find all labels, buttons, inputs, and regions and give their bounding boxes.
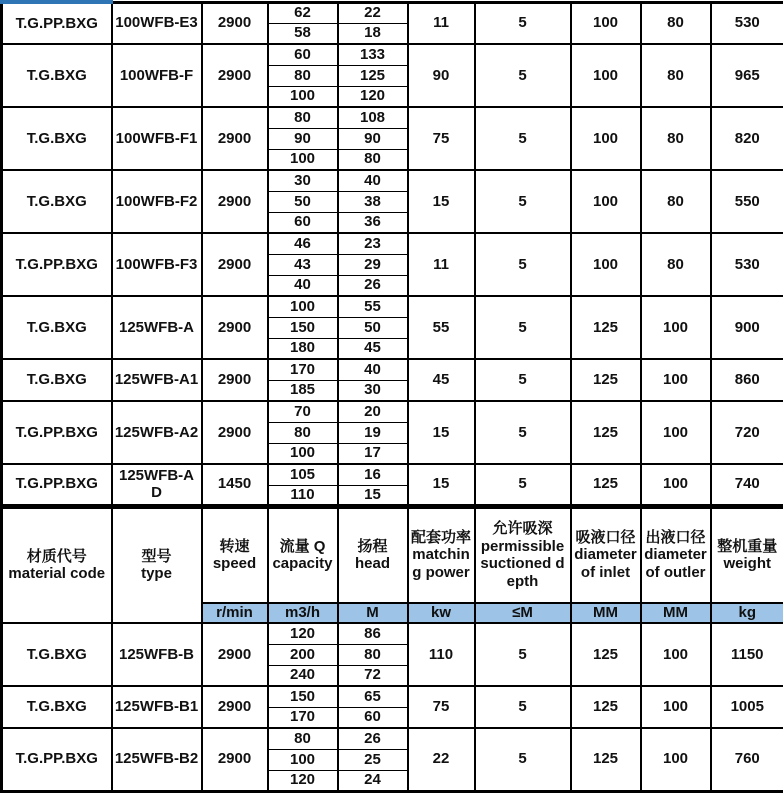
header-label-cn: 出液口径 [645, 528, 706, 546]
cell-capacity: 180 [268, 338, 338, 359]
header-label-en: diameter of outler [644, 546, 707, 582]
cell-outlet-diameter: 100 [641, 401, 711, 464]
cell-type: 125WFB-A2 [112, 401, 202, 464]
cell-capacity: 43 [268, 254, 338, 275]
cell-capacity: 40 [268, 275, 338, 296]
header-label-en: matching power [412, 546, 470, 582]
cell-suction-depth: 5 [475, 623, 571, 686]
cell-material-code: T.G.PP.BXG [2, 728, 112, 791]
cell-suction-depth: 5 [475, 107, 571, 170]
cell-weight: 720 [711, 401, 783, 464]
cell-inlet-diameter: 100 [571, 107, 641, 170]
cell-speed: 2900 [202, 728, 268, 791]
cell-type: 100WFB-E3 [112, 2, 202, 44]
cell-head: 25 [338, 749, 408, 770]
cell-speed: 2900 [202, 170, 268, 233]
cell-head: 36 [338, 212, 408, 233]
table-row [2, 728, 783, 749]
cell-suction-depth: 5 [475, 401, 571, 464]
header-label-cn: 材质代号 [26, 547, 87, 565]
cell-capacity: 30 [268, 170, 338, 191]
cell-speed: 2900 [202, 2, 268, 44]
cell-matching-power: 75 [408, 107, 475, 170]
cell-matching-power: 11 [408, 2, 475, 44]
header-label-en: head [354, 555, 390, 573]
header-capacity [268, 506, 338, 603]
cell-suction-depth: 5 [475, 233, 571, 296]
header-matching-power [408, 506, 475, 603]
cell-capacity: 70 [268, 401, 338, 422]
cell-inlet-diameter: 125 [571, 623, 641, 686]
unit-diameter-of-inlet: MM [571, 603, 641, 623]
cell-head: 60 [338, 707, 408, 728]
header-material-code [2, 506, 112, 623]
cell-weight: 530 [711, 233, 783, 296]
cell-speed: 2900 [202, 686, 268, 728]
cell-head: 17 [338, 443, 408, 464]
cell-inlet-diameter: 125 [571, 401, 641, 464]
cell-head: 26 [338, 275, 408, 296]
cell-material-code: T.G.BXG [2, 296, 112, 359]
cell-material-code: T.G.BXG [2, 623, 112, 686]
cell-head: 55 [338, 296, 408, 317]
header-row [2, 506, 783, 603]
unit-diameter-of-outler: MM [641, 603, 711, 623]
unit-weight: kg [711, 603, 783, 623]
cell-head: 16 [338, 464, 408, 485]
cell-speed: 1450 [202, 464, 268, 506]
cell-type: 125WFB-AD [112, 464, 202, 506]
cell-weight: 740 [711, 464, 783, 506]
cell-capacity: 170 [268, 359, 338, 380]
cell-suction-depth: 5 [475, 296, 571, 359]
cell-matching-power: 75 [408, 686, 475, 728]
header-speed [202, 506, 268, 603]
cell-inlet-diameter: 125 [571, 728, 641, 791]
cell-material-code: T.G.BXG [2, 170, 112, 233]
cell-weight: 760 [711, 728, 783, 791]
cell-weight: 820 [711, 107, 783, 170]
cell-material-code: T.G.PP.BXG [2, 464, 112, 506]
header-weight [711, 506, 783, 603]
cell-capacity: 100 [268, 443, 338, 464]
cell-suction-depth: 5 [475, 728, 571, 791]
unit-head: M [338, 603, 408, 623]
cell-capacity: 240 [268, 665, 338, 686]
cell-matching-power: 90 [408, 44, 475, 107]
cell-head: 38 [338, 191, 408, 212]
cell-capacity: 120 [268, 770, 338, 791]
cell-type: 100WFB-F1 [112, 107, 202, 170]
cell-capacity: 62 [268, 2, 338, 23]
cell-head: 18 [338, 23, 408, 44]
cell-outlet-diameter: 100 [641, 623, 711, 686]
cell-capacity: 46 [268, 233, 338, 254]
header-type [112, 506, 202, 623]
cell-capacity: 170 [268, 707, 338, 728]
header-label-cn: 扬程 [357, 537, 388, 555]
header-permissible-suctioned-depth [475, 506, 571, 603]
cell-speed: 2900 [202, 44, 268, 107]
cell-capacity: 100 [268, 149, 338, 170]
cell-matching-power: 11 [408, 233, 475, 296]
cell-matching-power: 110 [408, 623, 475, 686]
header-label-cn: 允许吸深 [492, 519, 553, 537]
table-row [2, 401, 783, 422]
header-label-en: capacity [272, 555, 333, 573]
header-label-cn: 整机重量 [717, 537, 778, 555]
cell-head: 133 [338, 44, 408, 65]
cell-weight: 900 [711, 296, 783, 359]
cell-suction-depth: 5 [475, 170, 571, 233]
cell-weight: 550 [711, 170, 783, 233]
header-label-en: speed [212, 555, 257, 573]
unit-permissible-suctioned-depth: ≤M [475, 603, 571, 623]
cell-type: 125WFB-A [112, 296, 202, 359]
header-label-en: weight [723, 555, 771, 573]
cell-type: 125WFB-B [112, 623, 202, 686]
cell-capacity: 50 [268, 191, 338, 212]
cell-outlet-diameter: 80 [641, 44, 711, 107]
cell-head: 23 [338, 233, 408, 254]
cell-matching-power: 15 [408, 464, 475, 506]
cell-matching-power: 45 [408, 359, 475, 401]
cell-type: 125WFB-B1 [112, 686, 202, 728]
header-label-cn: 吸液口径 [575, 528, 636, 546]
cell-material-code: T.G.PP.BXG [2, 2, 112, 44]
cell-suction-depth: 5 [475, 2, 571, 44]
cell-type: 100WFB-F [112, 44, 202, 107]
cell-head: 50 [338, 317, 408, 338]
table-body [2, 2, 783, 791]
cell-type: 125WFB-B2 [112, 728, 202, 791]
cell-type: 125WFB-A1 [112, 359, 202, 401]
cell-matching-power: 15 [408, 401, 475, 464]
cell-capacity: 90 [268, 128, 338, 149]
header-label-cn: 配套功率 [410, 528, 471, 546]
cell-weight: 530 [711, 2, 783, 44]
cell-capacity: 80 [268, 65, 338, 86]
cell-type: 100WFB-F2 [112, 170, 202, 233]
cell-head: 65 [338, 686, 408, 707]
cell-capacity: 185 [268, 380, 338, 401]
cell-head: 45 [338, 338, 408, 359]
cell-weight: 860 [711, 359, 783, 401]
cell-head: 125 [338, 65, 408, 86]
cell-type: 100WFB-F3 [112, 233, 202, 296]
cell-head: 120 [338, 86, 408, 107]
cell-head: 20 [338, 401, 408, 422]
cell-capacity: 150 [268, 317, 338, 338]
cell-capacity: 58 [268, 23, 338, 44]
header-label-en: material code [8, 565, 106, 583]
cell-capacity: 105 [268, 464, 338, 485]
header-label-cn: 转速 [219, 537, 250, 555]
table-row [2, 44, 783, 65]
cell-capacity: 200 [268, 644, 338, 665]
cell-material-code: T.G.PP.BXG [2, 233, 112, 296]
cell-speed: 2900 [202, 233, 268, 296]
cell-outlet-diameter: 80 [641, 107, 711, 170]
cell-speed: 2900 [202, 107, 268, 170]
cell-capacity: 100 [268, 86, 338, 107]
cell-material-code: T.G.BXG [2, 686, 112, 728]
table-row [2, 233, 783, 254]
cell-outlet-diameter: 100 [641, 464, 711, 506]
cell-outlet-diameter: 100 [641, 686, 711, 728]
cell-material-code: T.G.BXG [2, 44, 112, 107]
cell-material-code: T.G.BXG [2, 359, 112, 401]
cell-head: 72 [338, 665, 408, 686]
header-diameter-of-inlet [571, 506, 641, 603]
header-label-en: permissible suctioned depth [480, 537, 565, 590]
table-row [2, 686, 783, 707]
cell-inlet-diameter: 100 [571, 2, 641, 44]
cell-head: 86 [338, 623, 408, 644]
cell-head: 40 [338, 170, 408, 191]
cell-capacity: 100 [268, 749, 338, 770]
cell-material-code: T.G.PP.BXG [2, 401, 112, 464]
table-row [2, 359, 783, 380]
cell-head: 22 [338, 2, 408, 23]
cell-head: 80 [338, 644, 408, 665]
cell-weight: 1005 [711, 686, 783, 728]
cell-capacity: 120 [268, 623, 338, 644]
cell-capacity: 150 [268, 686, 338, 707]
cell-head: 80 [338, 149, 408, 170]
cell-weight: 965 [711, 44, 783, 107]
cell-capacity: 60 [268, 212, 338, 233]
cell-head: 24 [338, 770, 408, 791]
table-row [2, 464, 783, 485]
cell-inlet-diameter: 125 [571, 296, 641, 359]
cell-outlet-diameter: 100 [641, 359, 711, 401]
cell-head: 15 [338, 485, 408, 506]
cell-suction-depth: 5 [475, 44, 571, 107]
cell-inlet-diameter: 125 [571, 359, 641, 401]
cell-outlet-diameter: 80 [641, 170, 711, 233]
cell-material-code: T.G.BXG [2, 107, 112, 170]
cell-inlet-diameter: 100 [571, 170, 641, 233]
cell-inlet-diameter: 125 [571, 686, 641, 728]
table-row [2, 170, 783, 191]
table-row [2, 107, 783, 128]
header-diameter-of-outler [641, 506, 711, 603]
cell-capacity: 80 [268, 107, 338, 128]
cell-head: 26 [338, 728, 408, 749]
cell-outlet-diameter: 100 [641, 296, 711, 359]
cell-suction-depth: 5 [475, 464, 571, 506]
cell-capacity: 100 [268, 296, 338, 317]
cell-speed: 2900 [202, 401, 268, 464]
unit-capacity: m3/h [268, 603, 338, 623]
cell-head: 30 [338, 380, 408, 401]
cell-suction-depth: 5 [475, 686, 571, 728]
cell-capacity: 80 [268, 422, 338, 443]
cell-speed: 2900 [202, 296, 268, 359]
cell-head: 40 [338, 359, 408, 380]
unit-speed: r/min [202, 603, 268, 623]
cell-speed: 2900 [202, 359, 268, 401]
cell-outlet-diameter: 80 [641, 2, 711, 44]
header-label-cn: 型号 [141, 547, 172, 565]
cell-head: 108 [338, 107, 408, 128]
header-label-en: diameter of inlet [574, 546, 637, 582]
cell-inlet-diameter: 100 [571, 44, 641, 107]
table-row [2, 296, 783, 317]
cell-matching-power: 22 [408, 728, 475, 791]
unit-matching-power: kw [408, 603, 475, 623]
cell-outlet-diameter: 80 [641, 233, 711, 296]
cell-capacity: 80 [268, 728, 338, 749]
header-label-cn: 流量 Q [279, 537, 326, 555]
cell-matching-power: 55 [408, 296, 475, 359]
header-label-en: type [141, 565, 172, 583]
cell-inlet-diameter: 125 [571, 464, 641, 506]
cell-capacity: 60 [268, 44, 338, 65]
cell-head: 19 [338, 422, 408, 443]
cell-speed: 2900 [202, 623, 268, 686]
cell-capacity: 110 [268, 485, 338, 506]
cell-head: 29 [338, 254, 408, 275]
header-head [338, 506, 408, 603]
cell-inlet-diameter: 100 [571, 233, 641, 296]
table-row [2, 2, 783, 23]
cell-head: 90 [338, 128, 408, 149]
cell-outlet-diameter: 100 [641, 728, 711, 791]
cell-weight: 1150 [711, 623, 783, 686]
cell-suction-depth: 5 [475, 359, 571, 401]
cell-matching-power: 15 [408, 170, 475, 233]
table-row [2, 623, 783, 644]
